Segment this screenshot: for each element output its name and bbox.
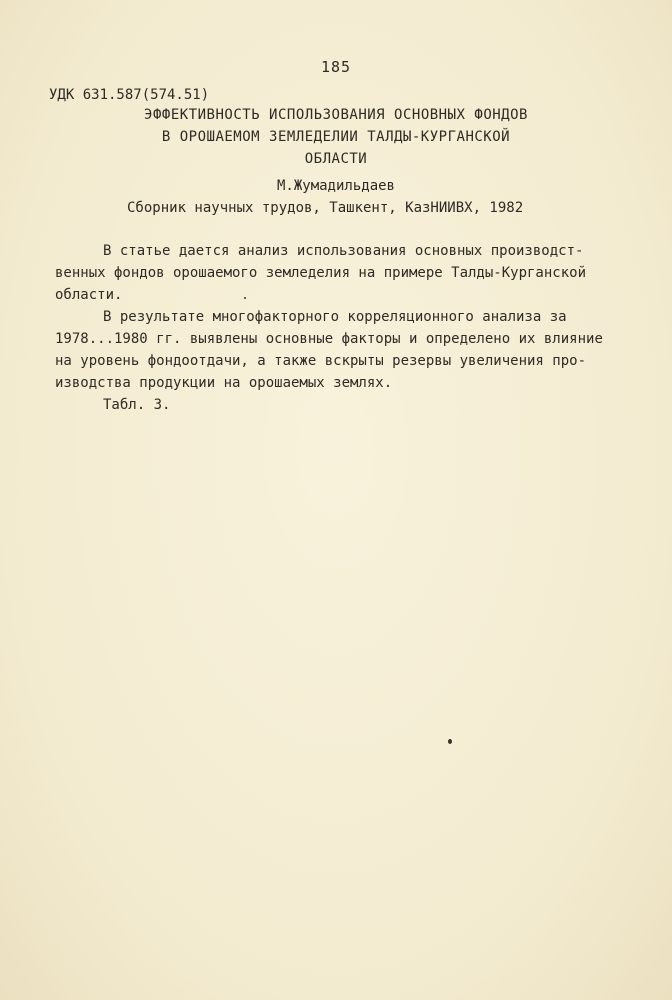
title-line: ЭФФЕКТИВНОСТЬ ИСПОЛЬЗОВАНИЯ ОСНОВНЫХ ФОНДОВ [144,107,528,123]
abstract-line: 1978...1980 гг. выявлены основные факторы и определено их влияние [55,331,603,347]
title-line: В ОРОШАЕМОМ ЗЕМЛЕДЕЛИИ ТАЛДЫ-КУРГАНСКОЙ [161,129,511,145]
ink-speck [244,297,246,299]
abstract-line: В результате многофакторного корреляционного анализа за [103,309,567,325]
page-number: 185 [320,58,352,76]
abstract-line: изводства продукции на орошаемых землях. [55,375,393,391]
abstract-line: В статье дается анализ использования основных производст- [103,243,584,259]
abstract [55,240,615,416]
udk-code: УДК 631.587(574.51) [49,87,210,103]
article-title [110,104,562,170]
abstract-line: области. [55,287,123,303]
abstract-line: венных фондов орошаемого земледелия на примере Талды-Курганской [55,265,587,281]
ink-speck [448,739,452,744]
source-citation: Сборник научных трудов, Ташкент, КазНИИВХ, 1982 [127,200,524,216]
title-line: ОБЛАСТИ [304,151,368,167]
abstract-line: на уровень фондоотдачи, а также вскрыты резервы увеличения про- [55,353,587,369]
author-name: М.Жумадильдаев [276,178,395,194]
abstract-line: Табл. 3. [103,397,171,413]
